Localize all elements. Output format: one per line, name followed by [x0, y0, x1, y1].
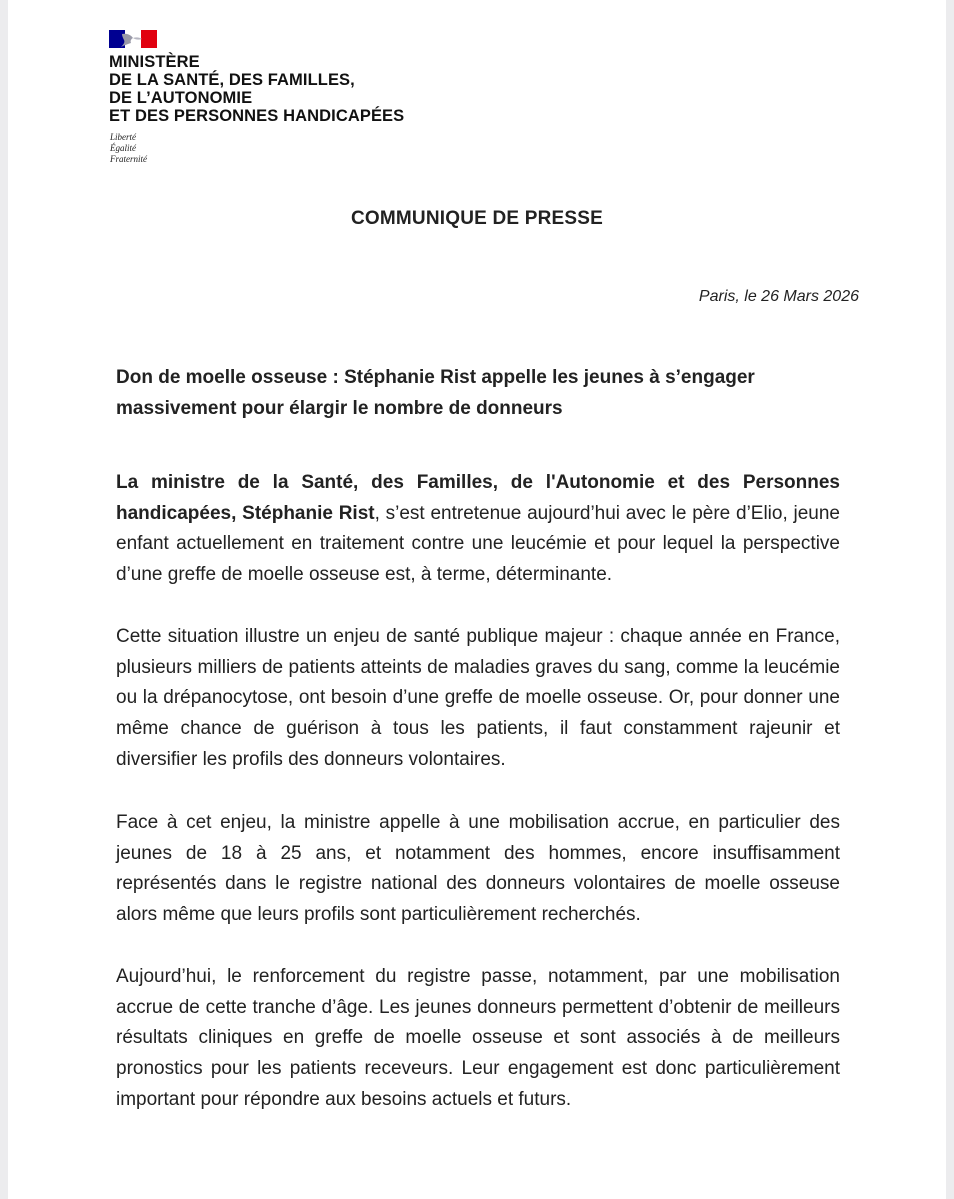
page-title: COMMUNIQUE DE PRESSE — [350, 208, 604, 229]
motto-liberte: Liberté — [110, 132, 136, 142]
motto-egalite: Égalité — [110, 143, 136, 153]
paragraph-1-text: , s’est entretenue aujourd’hui avec le père d’Elio, jeune enfant actuellement en traitement contre une leucémie et pour lequel la perspective d’une greffe de moelle osseuse est, à terme, déterminante. — [116, 502, 840, 586]
document-date: Paris, le 26 Mars 2026 — [698, 288, 859, 305]
ministry-line-3: DE L’AUTONOMIE — [109, 89, 253, 107]
republic-motto — [110, 132, 147, 165]
ministry-line-4: ET DES PERSONNES HANDICAPÉES — [109, 107, 405, 125]
ministry-name — [109, 53, 439, 125]
paragraph-1-bold: La ministre de la Santé, des Familles, de l'Autonomie et des Personnes handicapées, Stéphanie Rist — [116, 472, 840, 524]
marianne-flag-icon — [109, 30, 157, 48]
left-frame — [0, 0, 8, 1199]
ministry-line-2: DE LA SANTÉ, DES FAMILLES, — [109, 71, 355, 89]
flag-red-band — [141, 30, 157, 48]
headline: Don de moelle osseuse : Stéphanie Rist appelle les jeunes à s’engager massivement pour élargir le nombre de donneurs — [116, 367, 755, 419]
motto-fraternite: Fraternité — [110, 154, 147, 164]
paragraph-3: Face à cet enjeu, la ministre appelle à une mobilisation accrue, en particulier des jeunes de 18 à 25 ans, et notamment des hommes, encore insuffisamment représentés dans le registre national des donneurs volontaires de moelle osseuse alors même que leurs profils sont particulièrement recherchés. — [116, 812, 840, 926]
paragraph-2: Cette situation illustre un enjeu de santé publique majeur : chaque année en France, plusieurs milliers de patients atteints de maladies graves du sang, comme la leucémie ou la drépanocytose, ont besoin d’une greffe de moelle osseuse. Or, pour donner une même chance de guérison à tous les patients, il faut constamment rajeunir et diversifier les profils des donneurs volontaires. — [116, 626, 840, 770]
paragraph-4: Aujourd’hui, le renforcement du registre passe, notamment, par une mobilisation accrue de cette tranche d’âge. Les jeunes donneurs permettent d’obtenir de meilleurs résultats cliniques en greffe de moelle osseuse et sont associés à de meilleurs pronostics pour les patients receveurs. Leur engagement est donc particulièrement important pour répondre aux besoins actuels et futurs. — [116, 966, 840, 1110]
right-frame — [946, 0, 954, 1199]
ministry-line-1: MINISTÈRE — [109, 53, 200, 71]
paragraph-1 — [116, 468, 840, 591]
